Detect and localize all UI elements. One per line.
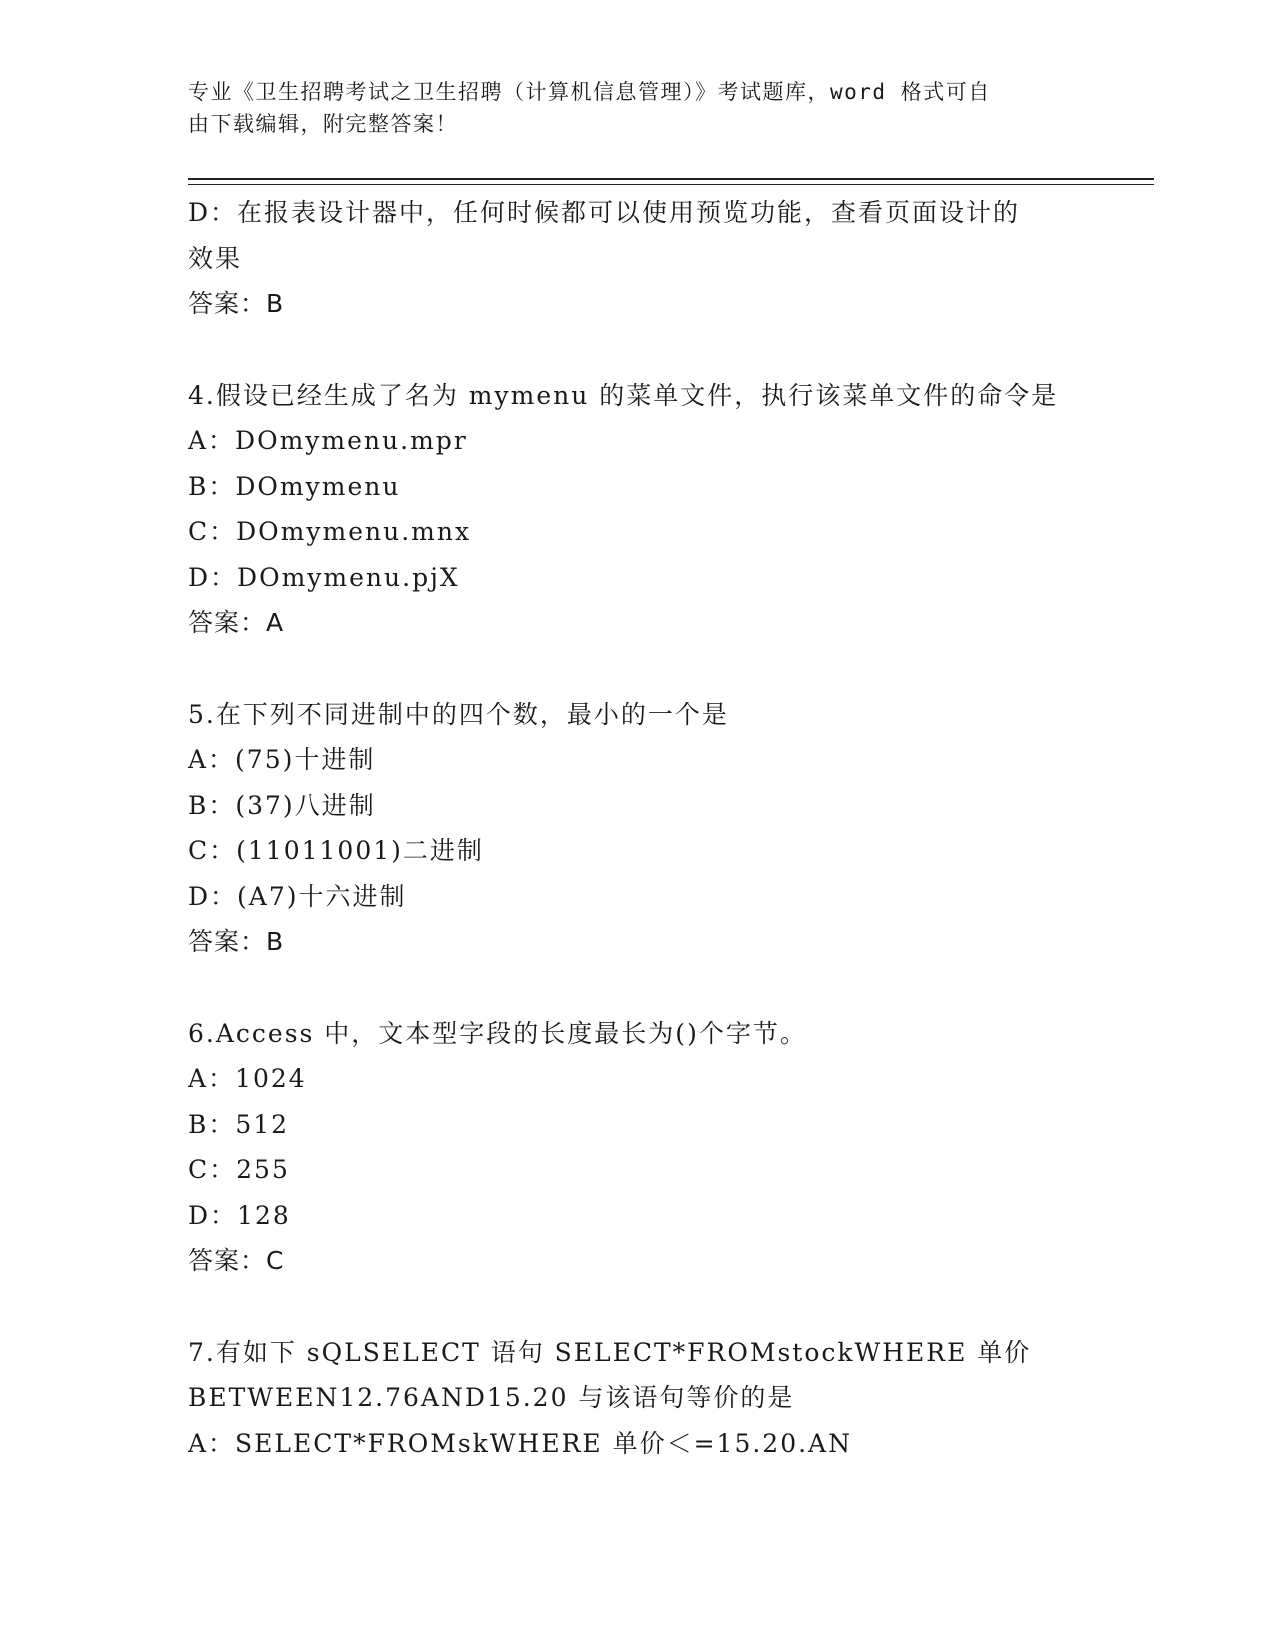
option-a: A：SELECT*FROMskWHERE 单价＜=15.20.AN <box>188 1428 852 1458</box>
option-a: A：DOmymenu.mpr <box>188 426 468 455</box>
header-line-1: 专业《卫生招聘考试之卫生招聘（计算机信息管理）》考试题库，word 格式可自 <box>188 80 991 104</box>
previous-question-tail <box>188 190 1088 327</box>
spacer <box>188 646 1088 692</box>
question-stem: 5.在下列不同进制中的四个数，最小的一个是 <box>188 699 729 729</box>
option-c: C：DOmymenu.mnx <box>188 517 472 546</box>
question-5 <box>188 692 1088 965</box>
option-a: A：(75)十进制 <box>188 745 376 774</box>
spacer <box>188 327 1088 373</box>
option-d: D：(A7)十六进制 <box>188 881 407 911</box>
question-4 <box>188 373 1088 646</box>
spacer <box>188 1284 1088 1330</box>
question-stem-continuation: BETWEEN12.76AND15.20 与该语句等价的是 <box>188 1383 795 1412</box>
question-stem: 6.Access 中，文本型字段的长度最长为()个字节。 <box>188 1018 807 1048</box>
option-b: B：512 <box>188 1109 290 1139</box>
header-line-2: 由下载编辑，附完整答案！ <box>188 112 458 136</box>
answer: 答案：A <box>188 608 285 637</box>
option-d: D：在报表设计器中，任何时候都可以使用预览功能，查看页面设计的 <box>188 198 1021 227</box>
answer: 答案：C <box>188 1246 285 1275</box>
option-c: C：(11011001)二进制 <box>188 836 484 865</box>
document-header <box>188 76 1088 140</box>
option-b: B：DOmymenu <box>188 471 401 501</box>
option-a: A：1024 <box>188 1064 307 1093</box>
question-stem: 4.假设已经生成了名为 mymenu 的菜单文件，执行该菜单文件的命令是 <box>188 380 1059 410</box>
spacer <box>188 965 1088 1011</box>
option-d: D：DOmymenu.pjX <box>188 562 460 592</box>
question-7 <box>188 1330 1088 1467</box>
question-6 <box>188 1011 1088 1284</box>
header-divider-thin <box>188 184 1154 185</box>
option-d: D：128 <box>188 1200 291 1230</box>
answer: 答案：B <box>188 927 285 956</box>
answer: 答案：B <box>188 289 285 318</box>
option-c: C：255 <box>188 1155 290 1184</box>
question-content <box>188 190 1088 1466</box>
question-stem: 7.有如下 sQLSELECT 语句 SELECT*FROMstockWHERE 单价 <box>188 1337 1032 1367</box>
option-b: B：(37)八进制 <box>188 790 376 820</box>
header-divider-thick <box>188 178 1154 180</box>
option-d-continuation: 效果 <box>188 243 243 273</box>
